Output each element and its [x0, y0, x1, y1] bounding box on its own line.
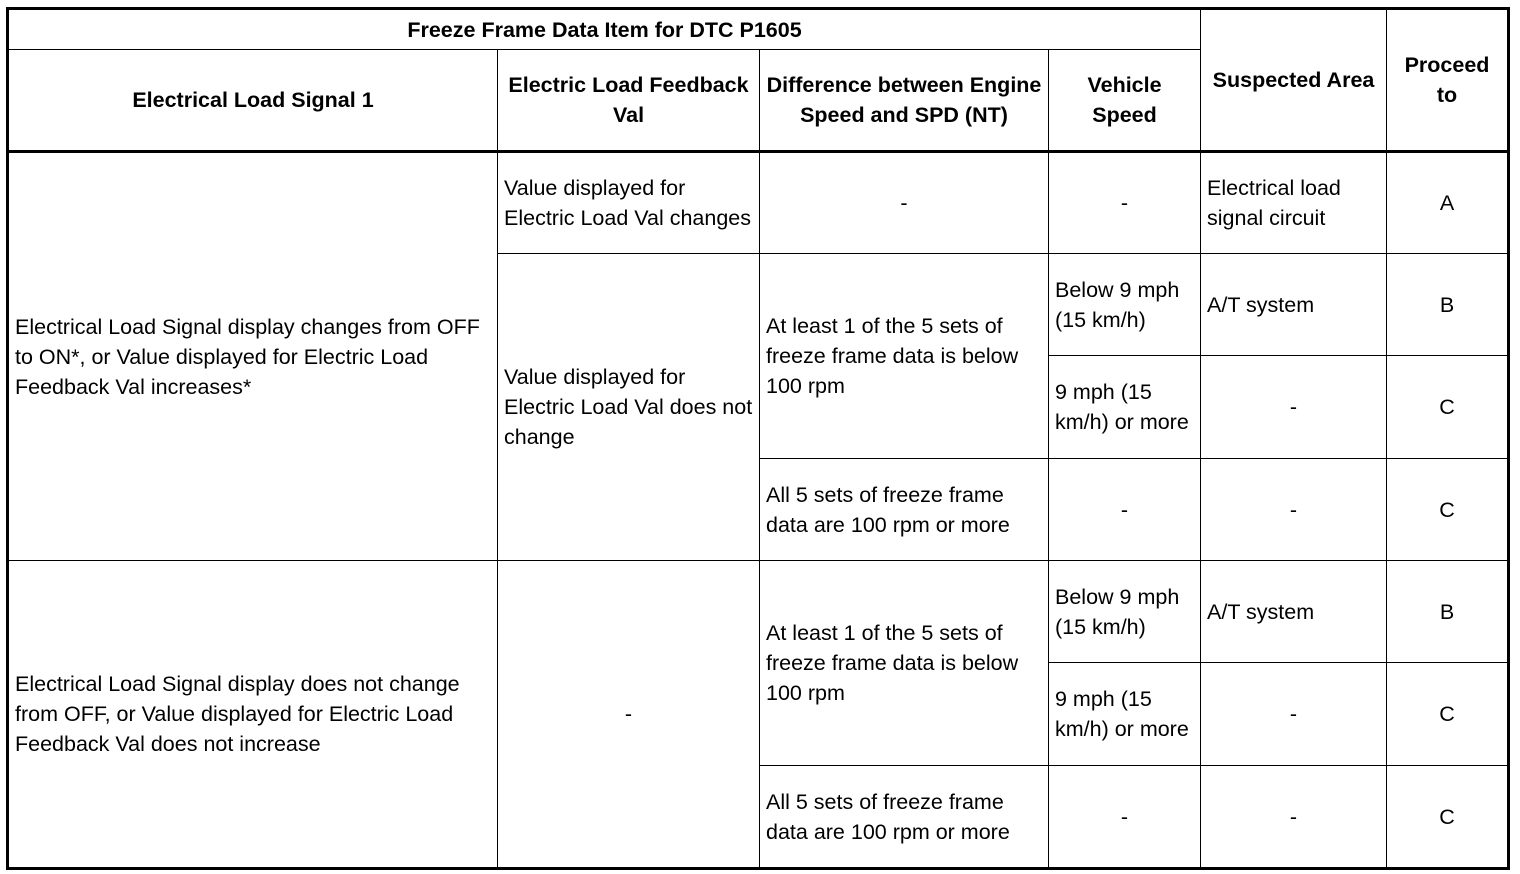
group2-row3-suspected: - — [1201, 766, 1387, 869]
group1-row1-proceed: A — [1387, 152, 1509, 254]
group1-row4-speed: - — [1049, 459, 1201, 561]
group2-row1-speed: Below 9 mph (15 km/h) — [1049, 561, 1201, 663]
group2-row2-suspected: - — [1201, 663, 1387, 766]
group2-difference-below: At least 1 of the 5 sets of freeze frame data is below 100 rpm — [760, 561, 1049, 766]
header-electrical-load-signal: Electrical Load Signal 1 — [8, 50, 498, 152]
group1-row3-proceed: C — [1387, 356, 1509, 459]
group1-row3-speed: 9 mph (15 km/h) or more — [1049, 356, 1201, 459]
group2-row2-proceed: C — [1387, 663, 1509, 766]
group2-row2-speed: 9 mph (15 km/h) or more — [1049, 663, 1201, 766]
group1-signal: Electrical Load Signal display changes from OFF to ON*, or Value displayed for Electric Load Feedback Val increases* — [8, 152, 498, 561]
group2-feedback: - — [498, 561, 760, 869]
group1-feedback-no-change: Value displayed for Electric Load Val does not change — [498, 254, 760, 561]
group2-row1-proceed: B — [1387, 561, 1509, 663]
header-suspected-area: Suspected Area — [1201, 9, 1387, 152]
header-group-title: Freeze Frame Data Item for DTC P1605 — [8, 9, 1201, 50]
group1-row4-proceed: C — [1387, 459, 1509, 561]
group1-row3-suspected: - — [1201, 356, 1387, 459]
group1-row1-difference: - — [760, 152, 1049, 254]
group1-row2-speed: Below 9 mph (15 km/h) — [1049, 254, 1201, 356]
group2-row1-suspected: A/T system — [1201, 561, 1387, 663]
group2-row3-difference: All 5 sets of freeze frame data are 100 rpm or more — [760, 766, 1049, 869]
header-proceed-to: Proceed to — [1387, 9, 1509, 152]
group1-row4-difference: All 5 sets of freeze frame data are 100 rpm or more — [760, 459, 1049, 561]
group2-row3-proceed: C — [1387, 766, 1509, 869]
group1-row2-proceed: B — [1387, 254, 1509, 356]
header-electric-load-feedback: Electric Load Feedback Val — [498, 50, 760, 152]
group1-row1-suspected: Electrical load signal circuit — [1201, 152, 1387, 254]
group1-row1-speed: - — [1049, 152, 1201, 254]
group2-signal: Electrical Load Signal display does not change from OFF, or Value displayed for Electric Load Feedback Val does not increase — [8, 561, 498, 869]
group1-row2-suspected: A/T system — [1201, 254, 1387, 356]
group2-row3-speed: - — [1049, 766, 1201, 869]
group1-difference-below: At least 1 of the 5 sets of freeze frame data is below 100 rpm — [760, 254, 1049, 459]
header-vehicle-speed: Vehicle Speed — [1049, 50, 1201, 152]
group1-row4-suspected: - — [1201, 459, 1387, 561]
dtc-p1605-table — [6, 7, 1510, 870]
header-speed-difference: Difference between Engine Speed and SPD (NT) — [760, 50, 1049, 152]
group1-row1-feedback: Value displayed for Electric Load Val changes — [498, 152, 760, 254]
